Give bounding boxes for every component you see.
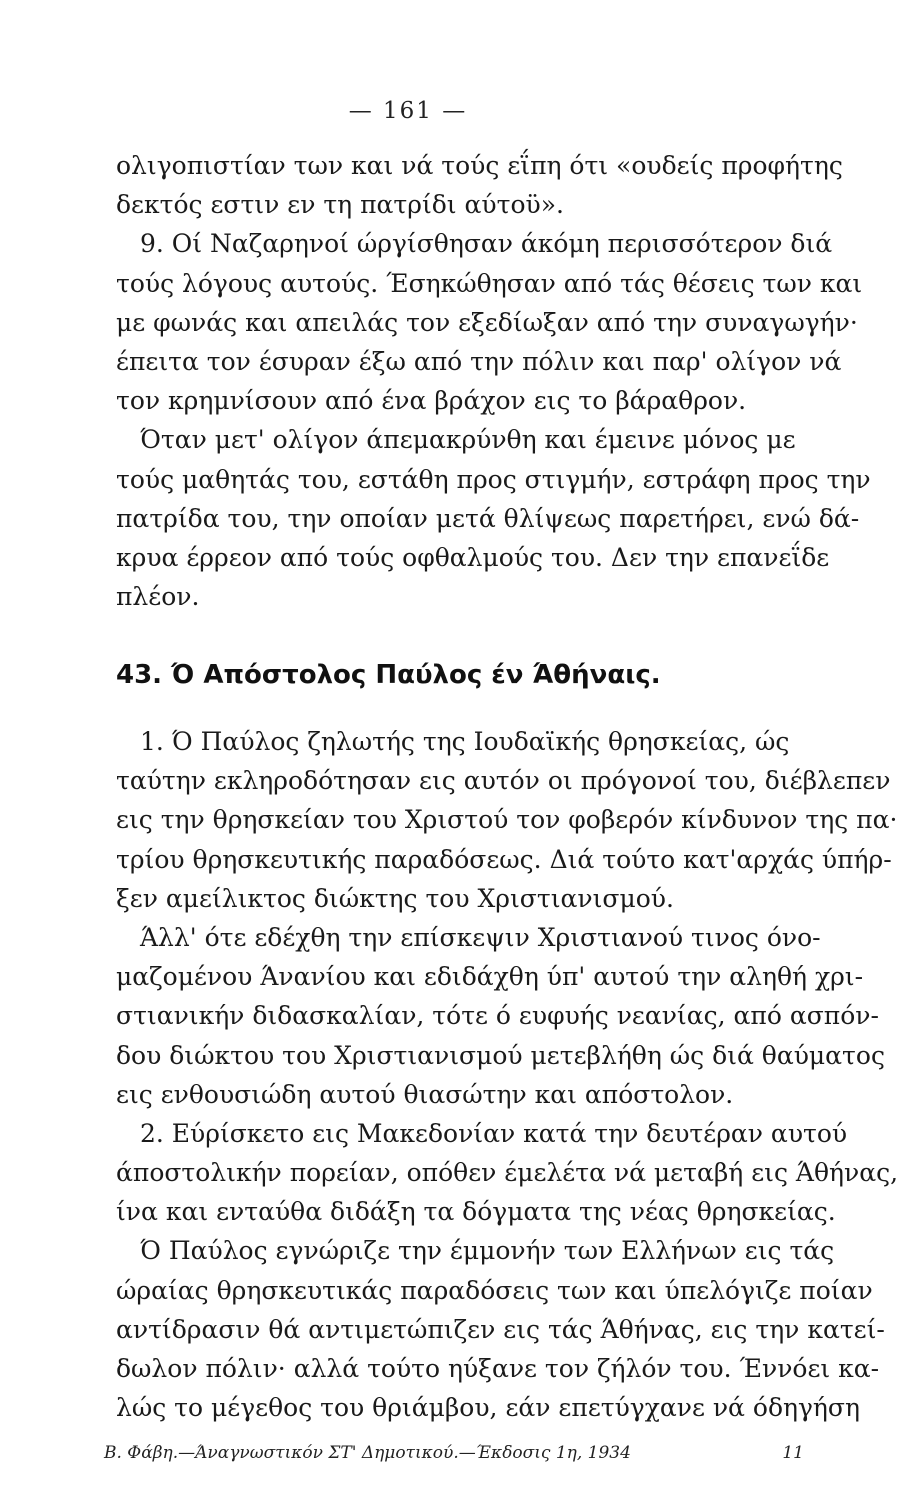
text-line: Άλλ' ότε εδέχθη την επίσκεψιν Χριστιανού τινος όνο-	[140, 922, 821, 952]
page-number: — 161 —	[348, 98, 468, 124]
text-line: Ό Παύλος εγνώριζε την έμμονήν των Ελλήνων εις τάς	[140, 1236, 835, 1266]
text-line: ώραίας θρησκευτικάς παραδόσεις των και ύπελόγιζε ποίαν	[116, 1275, 873, 1305]
page-footer	[104, 1443, 804, 1473]
text-line: αντίδρασιν θά αντιμετώπιζεν εις τάς Άθήνας, εις την κατεί-	[116, 1314, 885, 1344]
text-line: τούς λόγους αυτούς. Έσηκώθησαν από τάς θέσεις των και	[116, 268, 863, 298]
text-line: 1. Ό Παύλος ζηλωτής της Ιουδαϊκής θρησκείας, ώς	[140, 727, 790, 756]
text-line: δωλον πόλιν· αλλά τούτο ηύξανε τον ζήλόν του. Έννόει κα-	[116, 1354, 880, 1383]
text-line: τούς μαθητάς του, εστάθη προς στιγμήν, εστράφη προς την	[116, 464, 871, 494]
text-line: ίνα και ενταύθα διδάξη τα δόγματα της νέας θρησκείας.	[116, 1197, 836, 1227]
text-line: λώς το μέγεθος του θριάμβου, εάν επετύγχανε νά όδηγήση	[116, 1393, 860, 1423]
text-line: άποστολικήν πορείαν, οπόθεν έμελέτα νά μεταβή εις Άθήνας,	[116, 1158, 899, 1188]
text-line: 9. Οί Ναζαρηνοί ώργίσθησαν άκόμη περισσότερον διά	[140, 229, 833, 259]
text-line: 2. Εύρίσκετο εις Μακεδονίαν κατά την δευτέραν αυτού	[140, 1118, 848, 1148]
footer-citation: Β. Φάβη.—Άναγνωστικόν ΣΤ' Δημοτικού.—Έκδοσις 1η, 1934	[104, 1443, 631, 1463]
text-block-part1	[116, 146, 871, 616]
text-line: τον κρημνίσουν από ένα βράχον εις το βάραθρον.	[116, 386, 747, 416]
text-line: τρίου θρησκευτικής παραδόσεως. Διά τούτο κατ'αρχάς ύπήρ-	[116, 844, 892, 874]
text-line: ξεν αμείλικτος διώκτης του Χριστιανισμού.	[116, 883, 674, 913]
text-line: εις ενθουσιώδη αυτού θιασώτην και απόστολον.	[116, 1079, 734, 1109]
text-block-part2	[116, 722, 899, 1427]
section-heading: 43. Ό Απόστολος Παύλος έν Άθήναις.	[116, 660, 661, 690]
text-line: στιανικήν διδασκαλίαν, τότε ό ευφυής νεανίας, από ασπόν-	[116, 1001, 879, 1031]
text-line: εις την θρησκείαν του Χριστού τον φοβερόν κίνδυνον της πα·	[116, 805, 898, 835]
text-line: πλέον.	[116, 582, 200, 612]
text-line: πατρίδα του, την οποίαν μετά θλίψεως παρετήρει, ενώ δά-	[116, 503, 860, 533]
text-line: δεκτός εστιν εν τη πατρίδι αύτοϋ».	[116, 190, 564, 220]
text-line: ολιγοπιστίαν των και νά τούς εΐπη ότι «ουδείς προφήτης	[116, 151, 843, 180]
footer-signature-number: 11	[782, 1443, 804, 1463]
text-line: έπειτα τον έσυραν έξω από την πόλιν και παρ' ολίγον νά	[116, 346, 842, 376]
text-line: ταύτην εκληροδότησαν εις αυτόν οι πρόγονοί του, διέβλεπεν	[116, 766, 891, 796]
text-line: κρυα έρρεον από τούς οφθαλμούς του. Δεν την επανεΐδε	[116, 542, 830, 572]
text-line: με φωνάς και απειλάς τον εξεδίωξαν από την συναγωγήν·	[116, 307, 858, 337]
text-line: Όταν μετ' ολίγον άπεμακρύνθη και έμεινε μόνος με	[140, 425, 796, 455]
text-line: μαζομένου Άνανίου και εδιδάχθη ύπ' αυτού την αληθή χρι-	[116, 962, 864, 992]
text-line: δου διώκτου του Χριστιανισμού μετεβλήθη ώς διά θαύματος	[116, 1040, 885, 1070]
